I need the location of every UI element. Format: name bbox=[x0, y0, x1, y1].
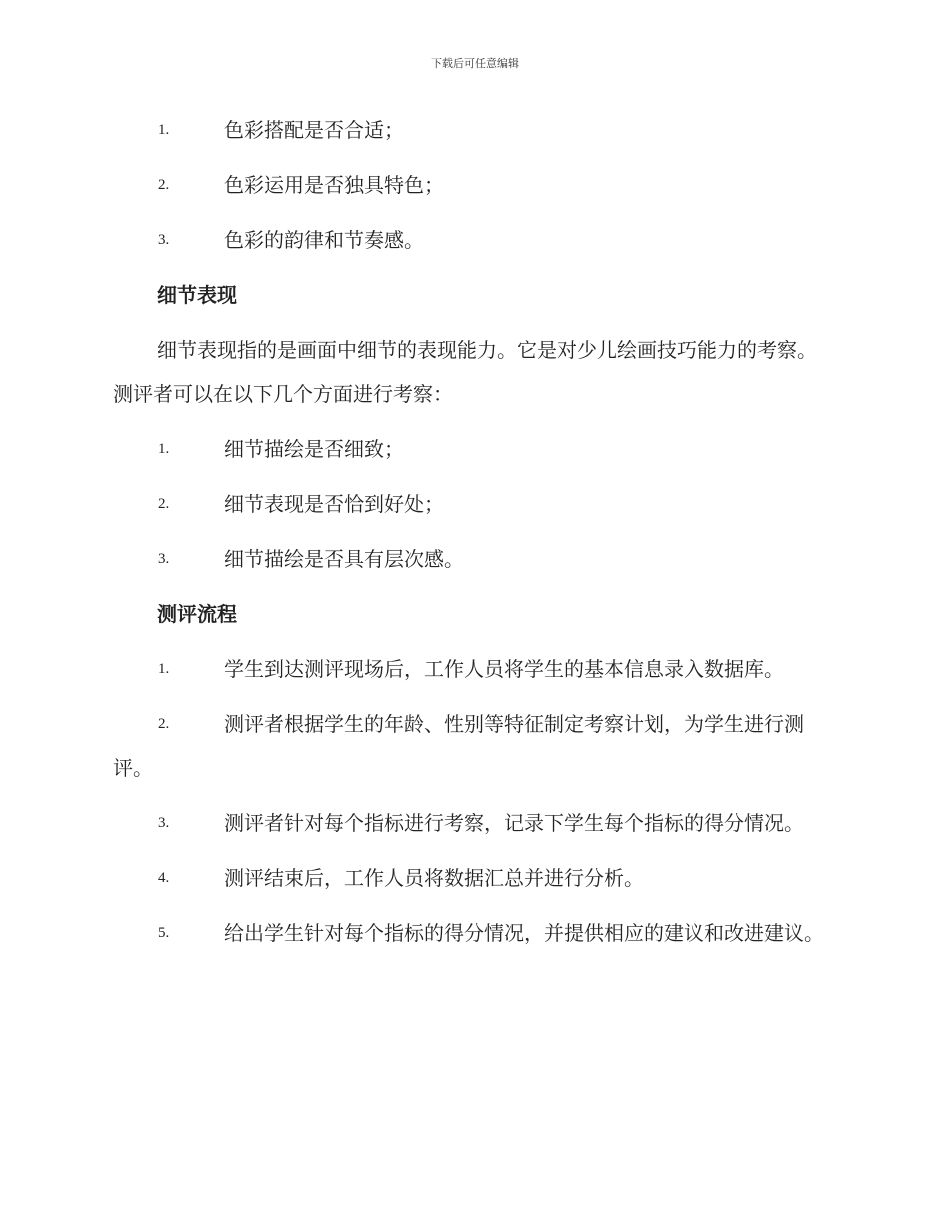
document-body bbox=[113, 108, 835, 966]
list-item-text: 测评者根据学生的年龄、性别等特征制定考察计划，为学生进行测评。 bbox=[113, 712, 804, 780]
list-item-text: 色彩运用是否独具特色； bbox=[224, 173, 444, 197]
list-item bbox=[113, 537, 835, 581]
list-item-number: 5. bbox=[158, 925, 170, 941]
list-item-number: 1. bbox=[158, 122, 170, 138]
list-item bbox=[113, 801, 835, 845]
list-item bbox=[113, 108, 835, 152]
list-item bbox=[113, 427, 835, 471]
list-item-text: 测评者针对每个指标进行考察，记录下学生每个指标的得分情况。 bbox=[224, 811, 804, 835]
list-item-text: 测评结束后，工作人员将数据汇总并进行分析。 bbox=[224, 866, 644, 890]
list-item-number: 3. bbox=[158, 551, 170, 567]
list-item-text: 学生到达测评现场后，工作人员将学生的基本信息录入数据库。 bbox=[224, 657, 784, 681]
list-item-number: 1. bbox=[158, 661, 170, 677]
list-item bbox=[113, 702, 835, 790]
list-item-number: 2. bbox=[158, 177, 170, 193]
list-item-text: 细节表现是否恰到好处； bbox=[224, 492, 444, 516]
page-header: 下载后可任意编辑 bbox=[431, 57, 519, 70]
list-item-number: 3. bbox=[158, 232, 170, 248]
list-item bbox=[113, 163, 835, 207]
list-item-text: 给出学生针对每个指标的得分情况，并提供相应的建议和改进建议。 bbox=[224, 921, 824, 945]
list-item bbox=[113, 856, 835, 900]
list-item-text: 细节描绘是否具有层次感。 bbox=[224, 547, 464, 571]
list-item-text: 色彩搭配是否合适； bbox=[224, 118, 404, 142]
list-item-number: 3. bbox=[158, 815, 170, 831]
list-item-number: 4. bbox=[158, 870, 170, 886]
list-item-number: 2. bbox=[158, 716, 170, 732]
list-item-number: 1. bbox=[158, 441, 170, 457]
list-item bbox=[113, 482, 835, 526]
list-item-number: 2. bbox=[158, 496, 170, 512]
list-item bbox=[113, 911, 835, 955]
list-item-text: 色彩的韵律和节奏感。 bbox=[224, 228, 424, 252]
section-heading-process: 测评流程 bbox=[157, 602, 237, 626]
list-item bbox=[113, 218, 835, 262]
section-paragraph: 细节表现指的是画面中细节的表现能力。它是对少儿绘画技巧能力的考察。测评者可以在以下几个方面进行考察： bbox=[113, 338, 817, 406]
list-item bbox=[113, 647, 835, 691]
list-item-text: 细节描绘是否细致； bbox=[224, 437, 404, 461]
section-heading-detail: 细节表现 bbox=[157, 283, 237, 307]
